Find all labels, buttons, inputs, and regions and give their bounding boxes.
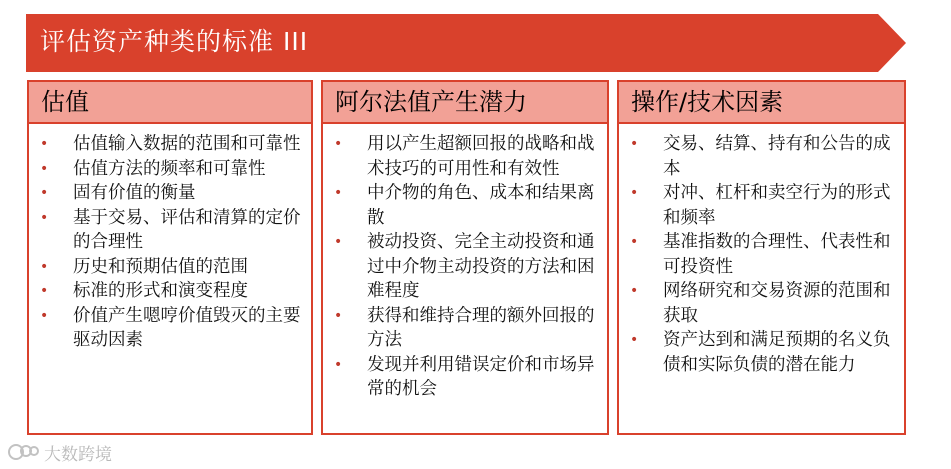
list-item: • 中介物的角色、成本和结果离散	[334, 183, 595, 228]
title-banner	[26, 14, 906, 72]
list-item: • 固有价值的衡量	[29, 181, 303, 206]
bullet-icon: •	[334, 136, 343, 152]
list-item: • 发现并利用错误定价和市场异常的机会	[334, 354, 595, 399]
bullet-icon: •	[334, 234, 343, 250]
list-item: • 网络研究和交易资源的范围和获取	[630, 281, 891, 326]
list-item: • 资产达到和满足预期的名义负债和实际负债的潜在能力	[630, 330, 891, 375]
list-item: • 价值产生嗯哼价值毁灭的主要驱动因素	[40, 305, 301, 350]
bullet-icon: •	[40, 185, 49, 201]
column-valuation	[27, 80, 313, 435]
bullet-icon: •	[334, 307, 343, 324]
bullet-icon: •	[630, 283, 639, 299]
bullet-icon: •	[630, 185, 639, 201]
column-alpha-potential	[321, 80, 609, 435]
column-header: 估值	[29, 82, 311, 124]
bullet-icon: •	[630, 136, 639, 152]
list-item: • 交易、结算、持有和公告的成本	[630, 134, 891, 179]
list-item: • 历史和预期估值的范围	[29, 255, 303, 280]
bullet-icon: •	[630, 332, 639, 348]
bullet-icon: •	[334, 356, 343, 373]
list-item: • 用以产生超额回报的战略和战术技巧的可用性和有效性	[334, 134, 595, 179]
list-item: • 对冲、杠杆和卖空行为的形式和频率	[630, 183, 891, 228]
bullet-icon: •	[334, 185, 343, 201]
criteria-list	[29, 124, 311, 353]
bullet-icon: •	[40, 283, 49, 299]
list-item: • 获得和维持合理的额外回报的方法	[334, 305, 595, 350]
list-item: • 基于交易、评估和清算的定价的合理性	[40, 207, 301, 252]
chat-bubble-logo-icon	[6, 442, 40, 462]
list-item: • 估值方法的频率和可靠性	[29, 157, 303, 182]
list-item: • 标准的形式和演变程度	[29, 279, 303, 304]
bullet-icon: •	[40, 209, 49, 226]
column-header: 阿尔法值产生潜力	[323, 82, 607, 124]
bullet-icon: •	[40, 136, 49, 152]
page-title: 评估资产种类的标准 III	[40, 27, 309, 56]
list-item: • 估值输入数据的范围和可靠性	[29, 132, 303, 157]
criteria-list	[323, 124, 607, 402]
column-operational-factors	[617, 80, 906, 435]
bullet-icon: •	[40, 307, 49, 324]
column-header: 操作/技术因素	[619, 82, 904, 124]
criteria-list	[619, 124, 904, 377]
watermark-text: 大数跨境	[44, 444, 112, 465]
list-item: • 基准指数的合理性、代表性和可投资性	[630, 232, 891, 277]
watermark	[6, 440, 112, 464]
list-item: • 被动投资、完全主动投资和通过中介物主动投资的方法和困难程度	[334, 232, 595, 301]
bullet-icon: •	[40, 258, 49, 275]
bullet-icon: •	[630, 234, 639, 250]
bullet-icon: •	[40, 160, 49, 177]
